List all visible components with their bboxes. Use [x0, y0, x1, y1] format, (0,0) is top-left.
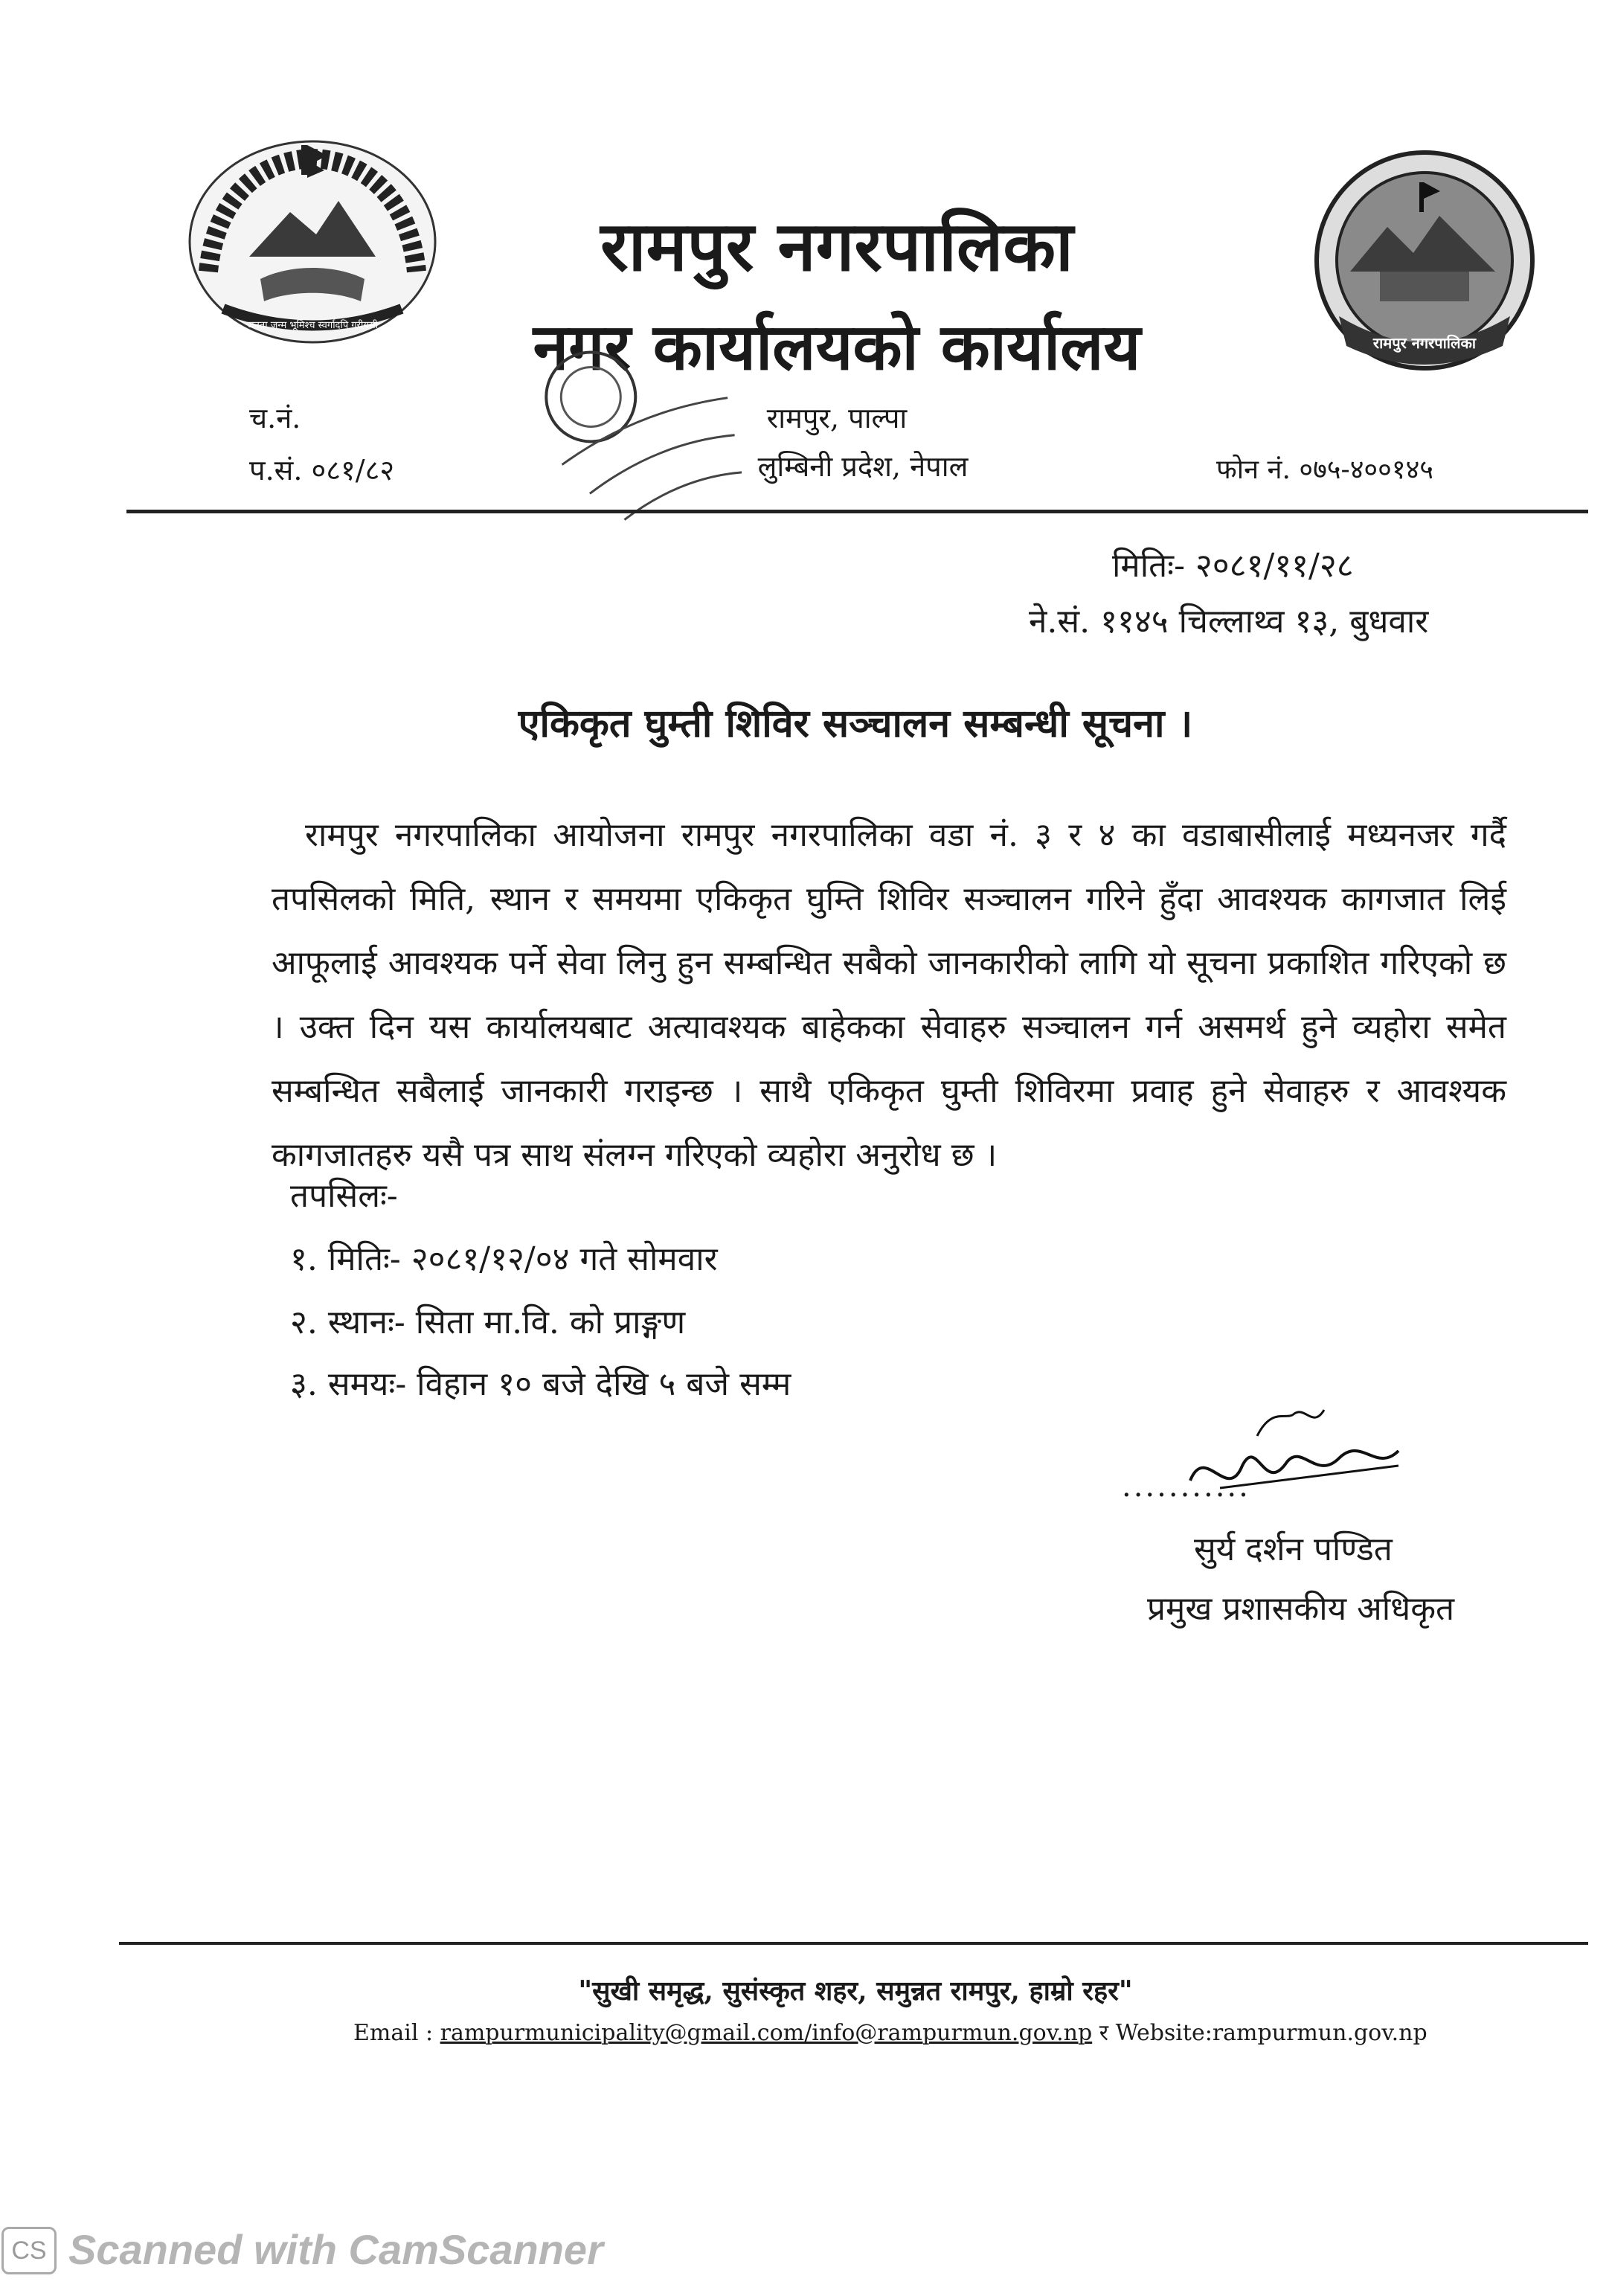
footer-slogan: "सुखी समृद्ध, सुसंस्कृत शहर, समुन्नत रामपुर, हाम्रो रहर" — [578, 1975, 1133, 2007]
schedule-item-time: ३. समयः- विहान १० बजे देखि ५ बजे सम्म — [290, 1365, 791, 1403]
camscanner-badge: CS — [1, 2227, 57, 2274]
schedule-item-date: १. मितिः- २०८१/१२/०४ गते सोमवार — [290, 1240, 718, 1278]
emblem-caption: जनता जन्म भूमिश्च स्वर्गादपि गरीयसी — [246, 320, 379, 331]
website-url[interactable]: Website:rampurmun.gov.np — [1115, 2020, 1427, 2046]
notice-body: रामपुर नगरपालिका आयोजना रामपुर नगरपालिका वडा नं. ३ र ४ का वडाबासीलाई मध्यनजर गर्दै तपसिलको मिति, स्थान र समयमा एकिकृत घुम्ति शिविर सञ्चालन गरिने हुँदा आवश्यक कागजात लिई आफूलाई आवश्यक पर्ने सेवा लिनु हुन सम्बन्धित सबैको जानकारीको लागि यो सूचना प्रकाशित गरिएको छ । उक्त दिन यस कार्यालयबाट अत्यावश्यक बाहेकका सेवाहरु सञ्चालन गर्न असमर्थ हुने व्यहोरा समेत सम्बन्धित सबैलाई जानकारी गराइन्छ । साथै एकिकृत घुम्ती शिविरमा प्रवाह हुने सेवाहरु र आवश्यक कागजातहरु यसै पत्र साथ संलग्न गरिएको व्यहोरा अनुरोध छ । — [272, 816, 1506, 1174]
signatory-designation: प्रमुख प्रशासकीय अधिकृत — [1147, 1590, 1455, 1628]
address-line-2: लुम्बिनी प्रदेश, नेपाल — [757, 450, 969, 483]
email-address[interactable]: rampurmunicipality@gmail.com/info@rampurmun.gov.np — [440, 2020, 1093, 2046]
logo-caption: रामपुर नगरपालिका — [1372, 334, 1477, 352]
footer-divider — [119, 1942, 1588, 1945]
municipality-logo — [1309, 145, 1540, 376]
footer-contact — [353, 2016, 1427, 2047]
phone-number: फोन नं. ०७५-४००१४५ — [1216, 455, 1434, 485]
header-divider — [126, 510, 1588, 513]
schedule-item-place: २. स्थानः- सिता मा.वि. को प्राङ्गण — [290, 1303, 686, 1341]
schedule-heading: तपसिलः- — [290, 1177, 398, 1215]
nepal-sambat-date: ने.सं. ११४५ चिल्लाथ्व १३, बुधवार — [1029, 603, 1429, 641]
fiscal-year: प.सं. ०८१/८२ — [249, 454, 395, 487]
notice-date: मितिः- २०८१/११/२८ — [1112, 547, 1354, 585]
nepal-emblem — [179, 130, 446, 353]
email-label: Email : — [353, 2020, 434, 2046]
email-joiner: र — [1099, 2020, 1109, 2046]
camscanner-text: Scanned with CamScanner — [68, 2226, 603, 2273]
office-name: नगर कार्यालयको कार्यालय — [533, 310, 1141, 385]
notice-title: एकिकृत घुम्ती शिविर सञ्चालन सम्बन्धी सूचना । — [518, 701, 1193, 746]
ref-number-label: च.नं. — [249, 402, 301, 434]
address-line-1: रामपुर, पाल्पा — [766, 402, 908, 434]
signature-dots: ........... — [1122, 1469, 1250, 1504]
org-name: रामपुर नगरपालिका — [600, 206, 1073, 286]
signatory-name: सुर्य दर्शन पण्डित — [1194, 1530, 1393, 1568]
